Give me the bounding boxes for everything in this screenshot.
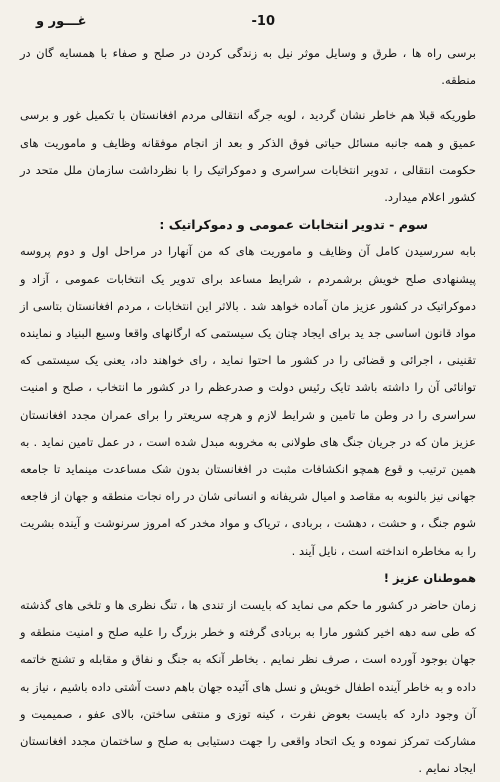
paragraph-1: برسی راه ها ، طرق و وسایل موثر نیل به زندگی کردن در صلح و صفاء با همسایه گان در منطقه. [20, 46, 476, 88]
running-title: غـــور و [36, 14, 87, 29]
page-header [36, 14, 460, 36]
page-number: -10 [251, 14, 275, 29]
paragraph-4: زمان حاضر در کشور ما حکم می نماید که بایست از تندی ها ، تنگ نظری ها و تلخی های گذشته که طی سه دهه اخیر کشور مارا به بربادی گرفته و خطر بزرگ را علیه صلح و امنیت منطقه و جهان بوجود آورده است ، صرف نظر نمایم . بخاطر آنکه به جنگ و نفاق و مقابله و تشنج خاتمه داده و به خاطر آینده اطفال خویش و نسل های آئیده جهان باهم دست آشتی داده باشیم ، نیاز به آن وجود دارد که بایست بعوض نفرت ، کینه توزی و منتفی ساختن، بالای عفو ، صمیمیت و مشارکت تمرکز نموده و یک اتحاد واقعی را جهت دستیابی به صلح و ساختمان مجدد افغانستان ایجاد نمایم . [20, 598, 476, 776]
paragraph-2: طوریکه قبلا هم خاطر نشان گردید ، لویه جرگه انتقالی مردم افغانستان با تکمیل غور و برسی عمیق و همه جانبه مسائل حیاتی فوق الذکر و بعد از انجام موفقانه وظایف و ماموریت های حکومت انتقالی ، تدویر انتخابات سراسری و دموکراتیک را با نظرداشت سازمان ملل متحد در کشور اعلام میدارد. [20, 108, 476, 205]
salutation: هموطنان عزیز ! [383, 570, 476, 585]
document-body [20, 40, 476, 782]
paragraph-3: بابه سررسیدن کامل آن وظایف و ماموریت های که من آنهارا در مراحل اول و دوم پروسه پیشنهادی صلح خویش برشمردم ، شرایط مساعد برای تدویر یک انتخابات عمومی ، آزاد و دموکراتیک در کشور عزیز مان آماده خواهد شد . بالاثر این انتخابات ، مردم افغانستان بتاسی از مواد قانون اساسی جد ید برای ایجاد چنان یک سیستمی که ارگانهای واقعا وسیع البنیاد و نماینده تقنینی ، اجرائی و قضائی را در کشور ما احتوا نماید ، رای خواهند داد، یعنی یک سیستمی که توانائی آن را داشته باشد تایک رئیس دولت و صدرعظم را در کشور ما انتخاب ، صلح و امنیت سراسری را در وطن ما تامین و شرایط لازم و هرچه سریعتر را برای عمران مجدد افغانستان عزیز مان که در جریان جنگ های طولانی به مخروبه مبدل شده است ، در عمل تامین نماید . به همین ترتیب و قوع همچو انکشافات مثبت در افغانستان بدون شک مساعدت مینماید تا جامعه جهانی نیز بالنوبه به مقاصد و امیال شریفانه و انسانی شان در راه نجات منطقه و جهان از فاجعه شوم جنگ ، و حشت ، دهشت ، بربادی ، تریاک و مواد مخدر که امروز سرنوشت و آینده بشریت را به مخاطره انداخته است ، نایل آیند . [20, 244, 476, 558]
section-heading: سوم - تدویر انتخابات عمومی و دموکراتیک : [159, 217, 428, 233]
